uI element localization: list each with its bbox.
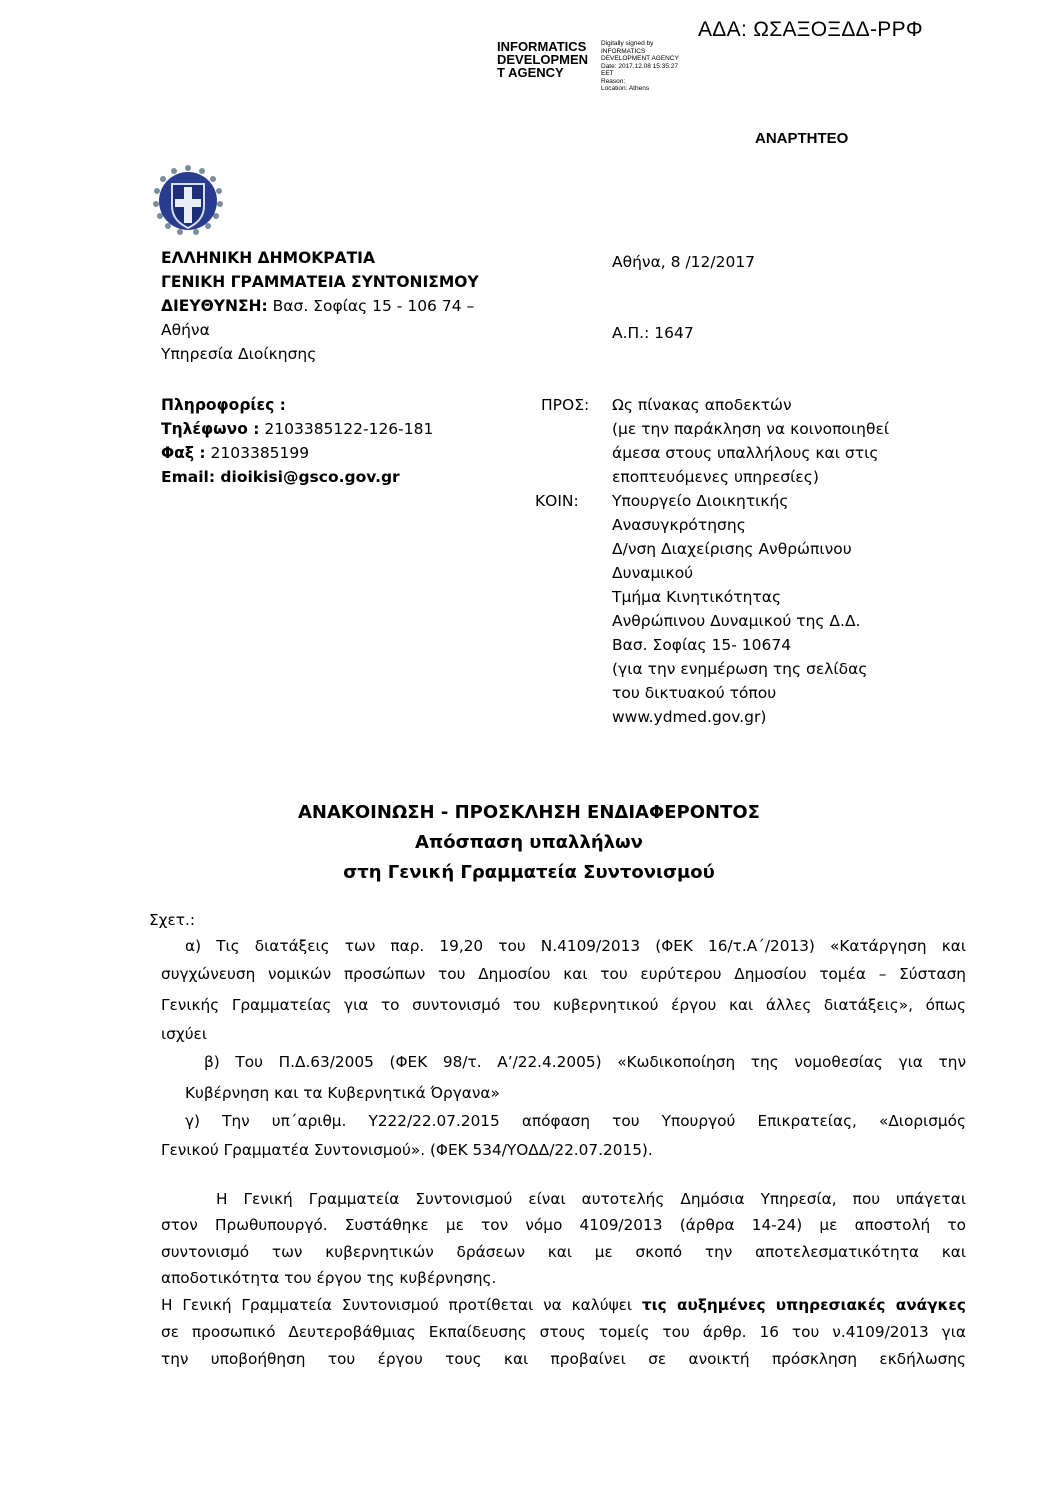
contact-block bbox=[161, 393, 433, 489]
to-label: ΠΡΟΣ: bbox=[541, 396, 590, 414]
cc-label: ΚΟΙΝ: bbox=[535, 492, 579, 510]
recipient-line: (με την παράκληση να κοινοποιηθεί bbox=[612, 420, 890, 438]
recipient-line: Ανασυγκρότησης bbox=[612, 516, 746, 534]
paragraph-line: αποδοτικότητα του έργου της κυβέρνησης. bbox=[161, 1269, 497, 1287]
email-line: Email: dioikisi@gsco.gov.gr bbox=[161, 468, 400, 486]
paragraph-text: Η Γενική Γραμματεία Συντονισμού προτίθεται να καλύψει bbox=[161, 1296, 642, 1314]
recipients-block bbox=[612, 393, 889, 729]
digital-signature-signer bbox=[497, 40, 588, 79]
announcement-title bbox=[0, 798, 1058, 888]
address-value: Βασ. Σοφίας 15 - 106 74 – bbox=[267, 297, 475, 315]
phone-label: Τηλέφωνο : bbox=[161, 420, 260, 438]
recipient-line: www.ydmed.gov.gr) bbox=[612, 708, 767, 726]
signature-detail-line: Date: 2017.12.08 15:35:27 bbox=[601, 62, 678, 70]
sender-service: Υπηρεσία Διοίκησης bbox=[161, 345, 317, 363]
paragraph-line bbox=[161, 1291, 966, 1319]
signature-detail-line: EET bbox=[601, 70, 614, 77]
recipient-line: Τμήμα Κινητικότητας bbox=[612, 588, 782, 606]
sender-city: Αθήνα bbox=[161, 321, 210, 339]
title-line-2: Απόσπαση υπαλλήλων bbox=[415, 832, 643, 853]
recipient-line: Δυναμικού bbox=[612, 564, 694, 582]
sender-country: ΕΛΛΗΝΙΚΗ ΔΗΜΟΚΡΑΤΙΑ bbox=[161, 249, 375, 267]
ada-code: ΑΔΑ: ΩΣΑΞΟΞΔΔ-ΡΡΦ bbox=[698, 18, 923, 41]
reference-b-line: Κυβέρνηση και τα Κυβερνητικά Όργανα» bbox=[185, 1084, 500, 1102]
protocol-number: Α.Π.: 1647 bbox=[612, 324, 694, 342]
posting-label: ΑΝΑΡΤΗΤΕΟ bbox=[755, 130, 849, 147]
fax-label: Φαξ : bbox=[161, 444, 206, 462]
sender-organization: ΓΕΝΙΚΗ ΓΡΑΜΜΑΤΕΙΑ ΣΥΝΤΟΝΙΣΜΟΥ bbox=[161, 273, 479, 291]
sender-address bbox=[161, 294, 479, 318]
reference-a-line: ισχύει bbox=[161, 1025, 208, 1043]
greek-coat-of-arms-icon bbox=[150, 162, 226, 238]
references-label: Σχετ.: bbox=[149, 911, 195, 929]
signature-detail-line: INFORMATICS bbox=[601, 47, 646, 55]
phone-value: 2103385122-126-181 bbox=[259, 420, 434, 438]
recipient-line: (για την ενημέρωση της σελίδας bbox=[612, 660, 868, 678]
signer-line: DEVELOPMEN bbox=[497, 52, 589, 67]
phone-line bbox=[161, 417, 433, 441]
paragraph-line: Η Γενική Γραμματεία Συντονισμού είναι αυτοτελής Δημόσια Υπηρεσία, που υπάγεται bbox=[216, 1190, 966, 1208]
recipient-line: του δικτυακού τόπου bbox=[612, 684, 777, 702]
recipient-line: Υπουργείο Διοικητικής bbox=[612, 492, 789, 510]
reference-a-line: συγχώνευση νομικών προσώπων του Δημοσίου και του ευρύτερου Δημοσίου τομέα – Σύσταση bbox=[161, 965, 966, 983]
paragraph-line: συντονισμό των κυβερνητικών δράσεων και με σκοπό την αποτελεσματικότητα και bbox=[161, 1243, 966, 1261]
signature-detail-line: Reason: bbox=[601, 77, 626, 85]
title-line-1: ΑΝΑΚΟΙΝΩΣΗ - ΠΡΟΣΚΛΗΣΗ ΕΝΔΙΑΦΕΡΟΝΤΟΣ bbox=[298, 802, 760, 823]
reference-c-line: Γενικού Γραμματέα Συντονισμού». (ΦΕΚ 534/ΥΟΔΔ/22.07.2015). bbox=[161, 1141, 653, 1159]
paragraph-line: την υποβοήθηση του έργου τους και προβαίνει σε ανοικτή πρόσκληση εκδήλωσης bbox=[161, 1350, 966, 1368]
info-label: Πληροφορίες : bbox=[161, 396, 286, 414]
title-line-3: στη Γενική Γραμματεία Συντονισμού bbox=[343, 862, 715, 883]
recipient-line: Δ/νση Διαχείρισης Ανθρώπινου bbox=[612, 540, 852, 558]
recipient-line: Ως πίνακας αποδεκτών bbox=[612, 396, 792, 414]
recipient-line: εποπτευόμενες υπηρεσίες) bbox=[612, 468, 819, 486]
signature-detail-line: Location: Athens bbox=[601, 85, 650, 92]
recipient-line: Βασ. Σοφίας 15- 10674 bbox=[612, 636, 792, 654]
reference-b-line: β) Του Π.Δ.63/2005 (ΦΕΚ 98/τ. Α’/22.4.2005) «Κωδικοποίηση της νομοθεσίας για την bbox=[204, 1053, 966, 1071]
signature-detail-line: Digitally signed by bbox=[601, 40, 654, 47]
paragraph-emphasis: τις αυξημένες υπηρεσιακές ανάγκες bbox=[641, 1296, 966, 1314]
reference-a-line: Γενικής Γραμματείας για το συντονισμό του κυβερνητικού έργου και άλλες διατάξεις», όπως bbox=[161, 996, 966, 1014]
address-label: ΔΙΕΥΘΥΝΣΗ: bbox=[161, 297, 268, 315]
signer-line: INFORMATICS bbox=[497, 39, 587, 54]
reference-a-line: α) Τις διατάξεις των παρ. 19,20 του Ν.4109/2013 (ΦΕΚ 16/τ.Α΄/2013) «Κατάργηση και bbox=[185, 937, 966, 955]
signer-line: T AGENCY bbox=[497, 65, 564, 80]
reference-c-line: γ) Την υπ΄αριθμ. Υ222/22.07.2015 απόφαση του Υπουργού Επικρατείας, «Διορισμός bbox=[185, 1112, 966, 1130]
digital-signature-details bbox=[601, 40, 679, 93]
signature-detail-line: DEVELOPMENT AGENCY bbox=[601, 55, 679, 62]
fax-value: 2103385199 bbox=[205, 444, 310, 462]
paragraph-line: σε προσωπικό Δευτεροβάθμιας Εκπαίδευσης στους τομείς του άρθρ. 16 του ν.4109/2013 για bbox=[161, 1323, 966, 1341]
recipient-line: άμεσα στους υπαλλήλους και στις bbox=[612, 444, 879, 462]
recipient-line: Ανθρώπινου Δυναμικού της Δ.Δ. bbox=[612, 612, 861, 630]
document-date: Αθήνα, 8 /12/2017 bbox=[612, 253, 756, 271]
fax-line bbox=[161, 441, 433, 465]
paragraph-line: στον Πρωθυπουργό. Συστάθηκε με τον νόμο 4109/2013 (άρθρα 14-24) με αποστολή το bbox=[161, 1216, 966, 1234]
sender-block bbox=[161, 246, 479, 366]
